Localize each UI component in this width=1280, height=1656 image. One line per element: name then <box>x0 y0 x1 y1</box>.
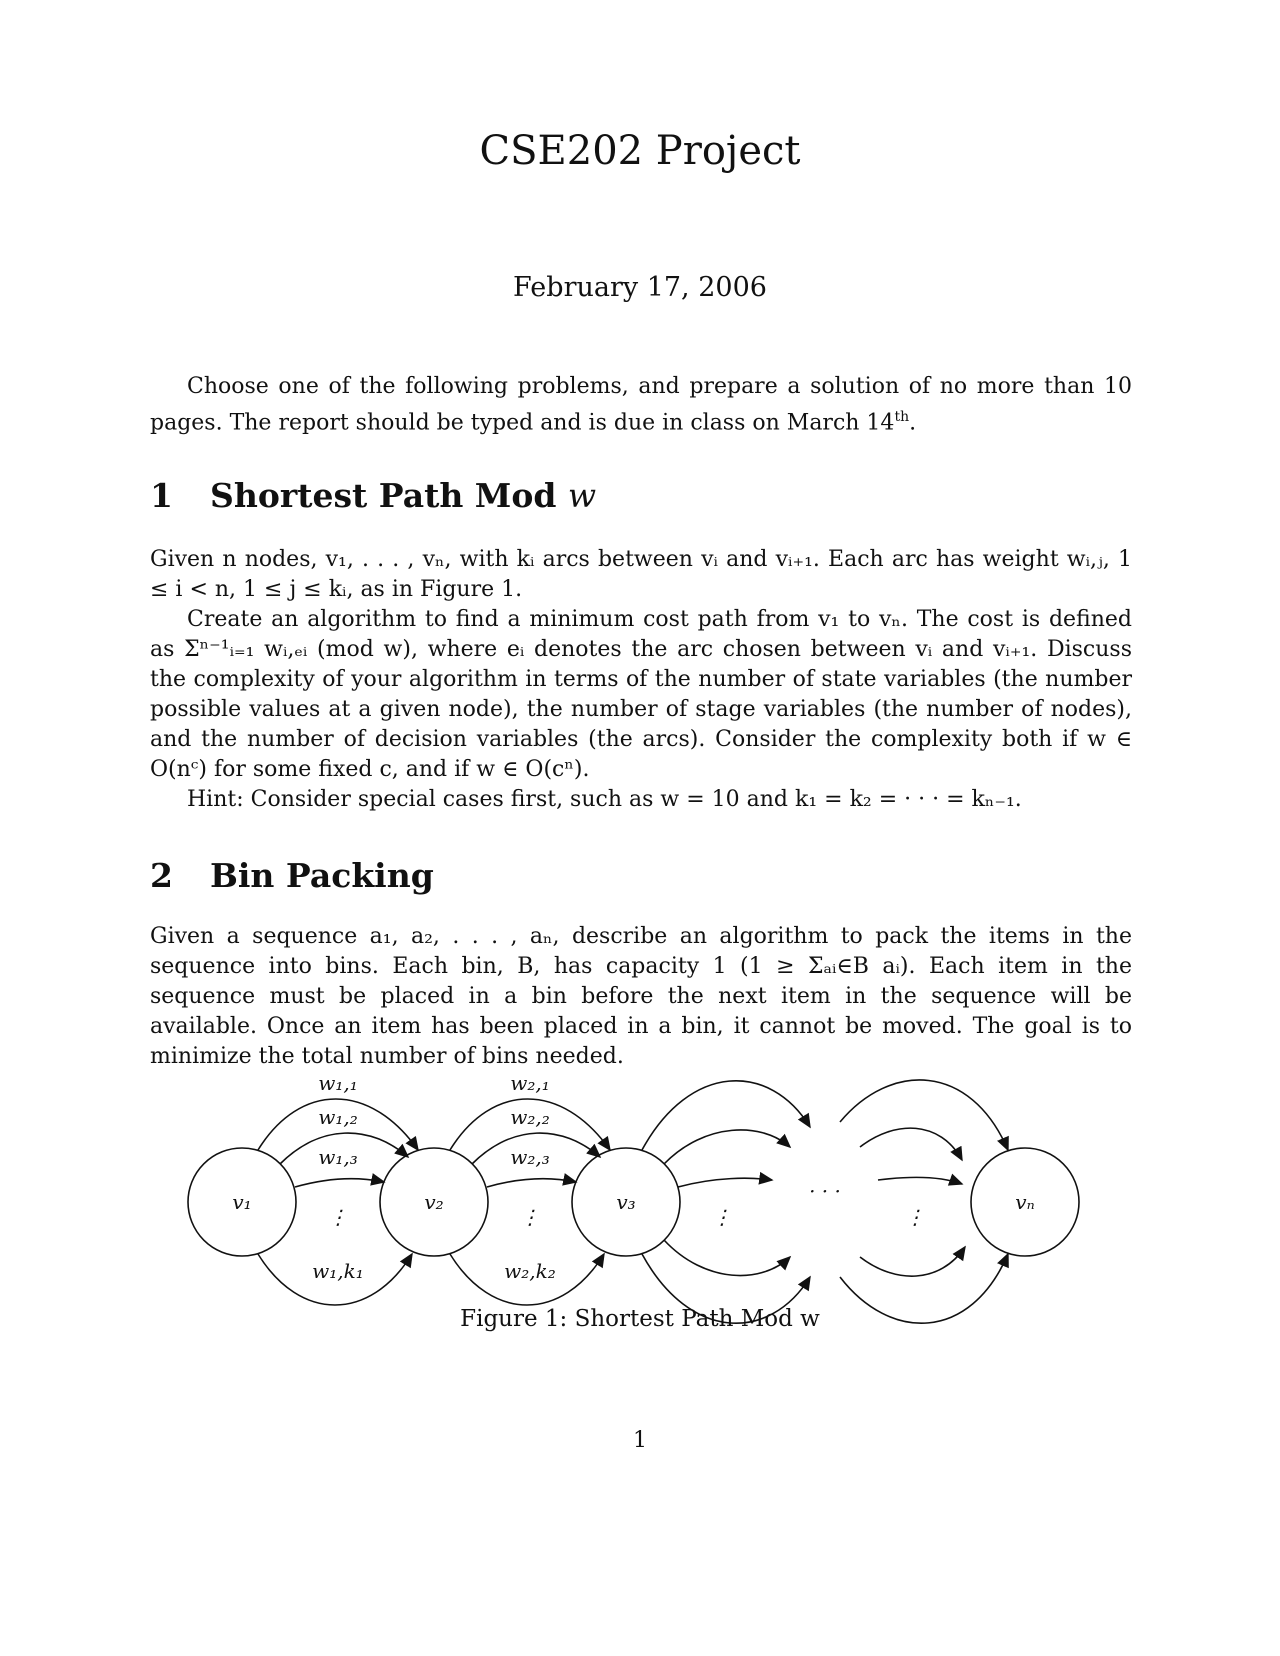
arc-label-2-2: w₂,₂ <box>510 1105 550 1129</box>
figure-caption: Figure 1: Shortest Path Mod w <box>460 1306 820 1332</box>
intro-paragraph <box>150 372 1132 438</box>
node-v1-label: v₁ <box>232 1190 252 1214</box>
arc-3-4 <box>664 1240 790 1276</box>
intro-superscript: th <box>894 409 910 425</box>
arc-label-1-1: w₁,₁ <box>318 1071 358 1095</box>
section-2-number: 2 <box>150 856 173 895</box>
section-1-title: Shortest Path Mod <box>210 476 557 515</box>
arc-2-3b <box>487 1179 576 1187</box>
arc-label-2-1: w₂,₁ <box>510 1071 550 1095</box>
section-1-number: 1 <box>150 476 173 515</box>
arc-label-2-k: w₂,k₂ <box>504 1259 556 1283</box>
section-1-title-var: w <box>567 476 597 515</box>
arc-n-3 <box>878 1177 962 1184</box>
node-v2-label: v₂ <box>424 1190 444 1214</box>
section-1-hint: Hint: Consider special cases first, such as w = 10 and k₁ = k₂ = · · · = kₙ₋₁. <box>187 787 1022 812</box>
arc-label-2-3: w₂,₃ <box>510 1145 550 1169</box>
arc-n-2 <box>860 1128 962 1160</box>
arc-n-4 <box>860 1247 965 1276</box>
vdots-4: ⋮ <box>905 1205 925 1229</box>
intro-line-2: The report should be typed and is due in class on March 14 <box>229 410 895 436</box>
page-number: 1 <box>633 1428 647 1453</box>
hdots: · · · <box>809 1179 841 1203</box>
vdots-3: ⋮ <box>712 1205 732 1229</box>
intro-line-1: Choose one of the following problems, and prepare a solution of no more than 10 pages. <box>150 374 1132 436</box>
shortest-path-figure <box>150 1052 1130 1332</box>
intro-line-2-end: . <box>909 410 917 436</box>
arc-label-1-3: w₁,₃ <box>318 1145 358 1169</box>
arc-3-1 <box>642 1081 810 1150</box>
vdots-1: ⋮ <box>328 1205 348 1229</box>
section-2-paragraph: Given a sequence a₁, a₂, . . . , aₙ, describe an algorithm to pack the items in the sequence into bins. Each bin, B, has capacity 1 (1 ≥ Σₐᵢ∈B aᵢ). Each item in the sequence must be placed in a bin before the next item in the sequence will be available. Once an item has been placed in a bin, it cannot be moved. The goal is to minimize the total number of bins needed. <box>150 924 1132 1069</box>
section-1-paragraph-2: Create an algorithm to find a minimum cost path from v₁ to vₙ. The cost is defined as Σⁿ⁻¹ᵢ₌₁ wᵢ,ₑᵢ (mod w), where eᵢ denotes the arc chosen between vᵢ and vᵢ₊₁. Discuss the complexity of your algorithm in terms of the number of state variables (the number possible values at a given node), the number of stage variables (the number of nodes), and the number of decision variables (the arcs). Consider the complexity both if w ∈ O(nᶜ) for some fixed c, and if w ∈ O(cⁿ). <box>150 607 1132 782</box>
arc-label-1-2: w₁,₂ <box>318 1105 358 1129</box>
vdots-2: ⋮ <box>520 1205 540 1229</box>
arc-label-1-k: w₁,k₁ <box>312 1259 364 1283</box>
arc-3-3 <box>678 1178 772 1187</box>
arc-n-1 <box>840 1080 1008 1150</box>
arc-3-2 <box>664 1130 790 1164</box>
document-title: CSE202 Project <box>479 128 801 174</box>
node-vn-label: vₙ <box>1015 1190 1035 1214</box>
section-1-heading <box>150 476 596 515</box>
section-2-heading <box>150 856 434 895</box>
node-v3-label: v₃ <box>616 1190 636 1214</box>
section-1-paragraph-1: Given n nodes, v₁, . . . , vₙ, with kᵢ arcs between vᵢ and vᵢ₊₁. Each arc has weight wᵢ,ⱼ, 1 ≤ i < n, 1 ≤ j ≤ kᵢ, as in Figure 1. <box>150 547 1132 602</box>
section-2-title: Bin Packing <box>210 856 434 895</box>
arc-1-3b <box>295 1179 384 1187</box>
document-date: February 17, 2006 <box>513 272 767 303</box>
